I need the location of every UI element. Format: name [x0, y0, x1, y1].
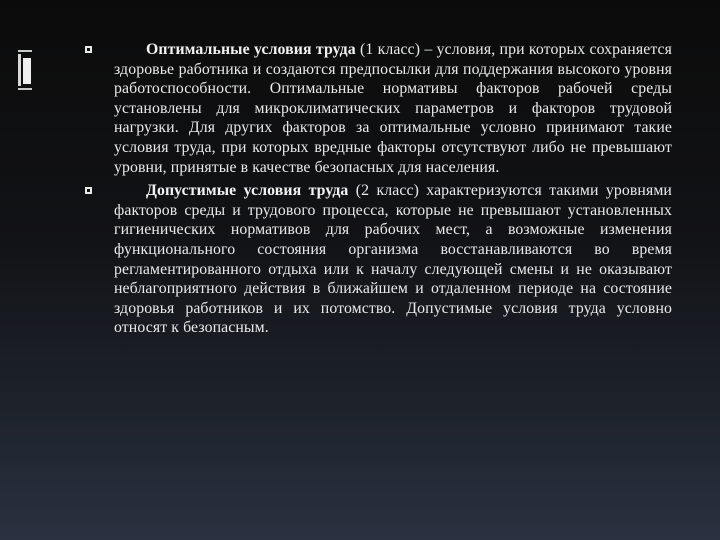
term-heading: Допустимые условия труда: [146, 182, 349, 200]
square-bullet-icon: [84, 45, 93, 54]
term-heading: Оптимальные условия труда: [146, 41, 356, 58]
decoration-block: [23, 58, 31, 84]
list-item: [84, 181, 672, 338]
decoration-line: [18, 50, 32, 52]
paragraph-body: (2 класс) характеризуются такими уровнями факторов среды и трудового процесса, которые не превышают установленных гигиенических нормативов для рабочих мест, а возможные изменения функционального состояния организма восстанавливаются во время регламентированного отдыха или к началу следующей смены и не оказывают неблагоприятного действия в ближайшем и отдаленном периоде на состояние здоровья работников и их потомство. Допустимые условия труда условно относят к безопасным.: [114, 182, 672, 337]
square-bullet-icon: [84, 186, 93, 195]
list-item: [84, 40, 672, 177]
decoration-line: [18, 88, 32, 90]
paragraph-text: [114, 40, 672, 177]
slide-body: [84, 40, 672, 342]
paragraph-body: (1 класс) – условия, при которых сохраняется здоровье работника и создаются предпосылки для поддержания высокого уровня работоспособности. Оптимальные нормативы факторов рабочей среды установлены для микроклиматических параметров и факторов трудовой нагрузки. Для других факторов за оптимальные условно принимают такие условия труда, при которых вредные факторы отсутствуют либо не превышают уровни, принятые в качестве безопасных для населения.: [114, 41, 672, 176]
decoration-bar: [18, 54, 21, 86]
paragraph-text: [114, 181, 672, 338]
